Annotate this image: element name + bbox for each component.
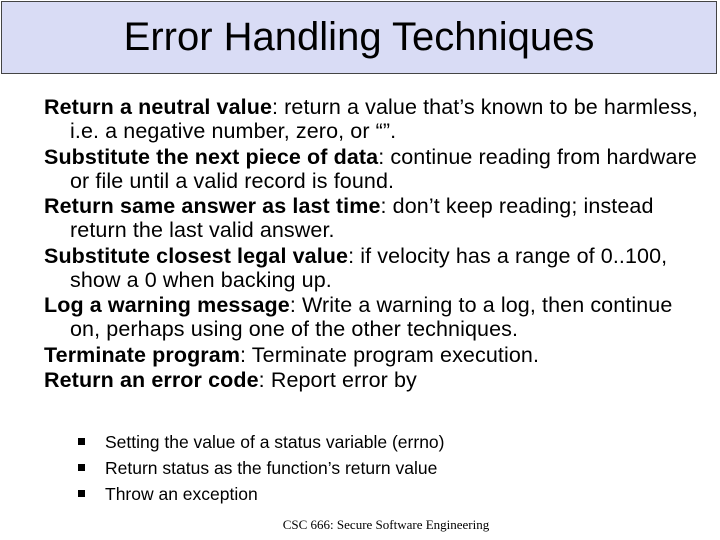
item-term: Substitute the next piece of data <box>44 144 379 169</box>
sublist-item-text: Setting the value of a status variable (errno) <box>105 432 445 452</box>
list-item <box>44 368 704 392</box>
list-item <box>44 145 704 193</box>
item-text: : Write a warning to a log, then continue on, perhaps using one of the other techniques. <box>70 293 673 341</box>
item-text: : return a value that’s known to be harmless, i.e. a negative number, zero, or “”. <box>70 95 698 143</box>
item-term: Return an error code <box>44 368 259 392</box>
title-bar <box>1 1 717 74</box>
sublist-item <box>76 481 445 507</box>
item-term: Substitute closest legal value <box>44 243 349 268</box>
list-item <box>44 244 704 292</box>
item-term: Terminate program <box>44 342 241 367</box>
list-item <box>44 293 704 341</box>
technique-list <box>44 95 704 394</box>
item-term: Log a warning message <box>44 293 290 317</box>
sublist-item-text: Return status as the function’s return value <box>105 458 438 478</box>
item-term: Return a neutral value <box>44 95 273 119</box>
list-item <box>44 95 704 143</box>
item-text: : don’t keep reading; instead return the last valid answer. <box>70 194 654 242</box>
error-code-sublist <box>76 429 445 507</box>
item-term: Return same answer as last time <box>44 194 381 218</box>
square-bullet-icon <box>78 438 85 445</box>
sublist-item <box>76 429 445 455</box>
list-item <box>44 194 704 242</box>
item-text: : if velocity has a range of 0..100, show a 0 when backing up. <box>70 243 668 292</box>
sublist-item-text: Throw an exception <box>105 484 258 504</box>
sublist-item <box>76 455 445 481</box>
square-bullet-icon <box>78 490 85 497</box>
item-text: : continue reading from hardware or file until a valid record is found. <box>70 144 697 193</box>
slide-footer: CSC 666: Secure Software Engineering <box>282 517 490 532</box>
item-text: : Terminate program execution. <box>240 342 540 367</box>
slide-title: Error Handling Techniques <box>123 14 595 59</box>
list-item <box>44 343 704 367</box>
square-bullet-icon <box>78 464 85 471</box>
item-text: : Report error by <box>258 368 417 392</box>
